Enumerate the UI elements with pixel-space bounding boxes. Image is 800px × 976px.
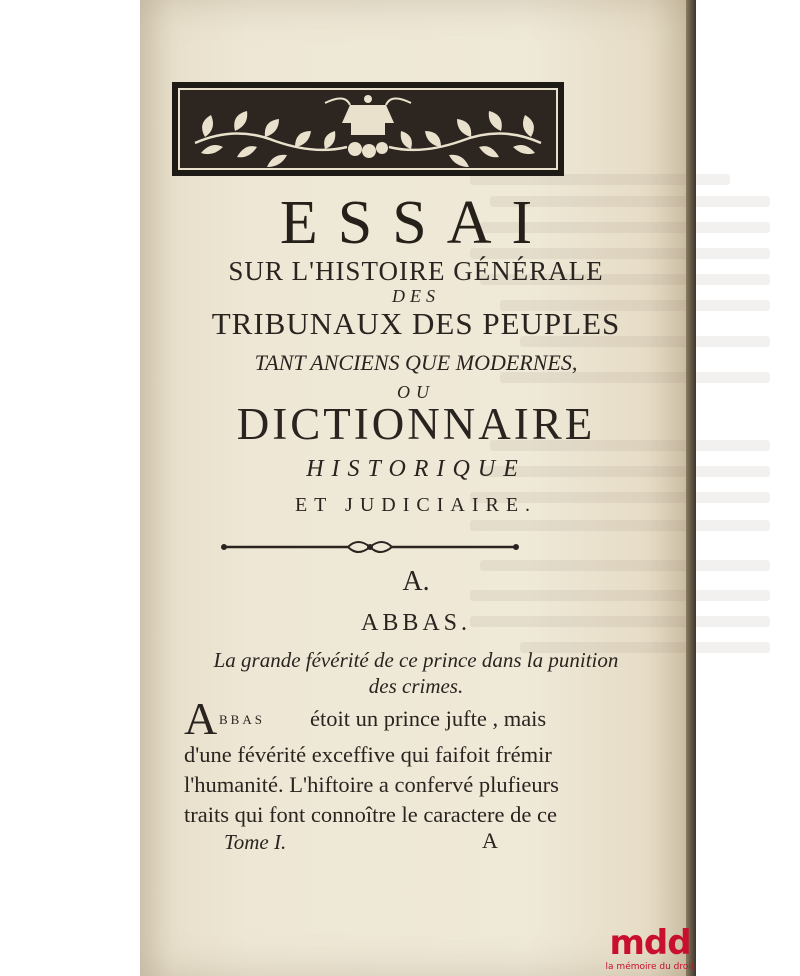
subtitle-judiciaire: ET JUDICIAIRE. — [294, 494, 538, 516]
body-line-3: l'humanité. L'hiftoire a confervé plufieurs — [184, 772, 559, 797]
entry-heading: ABBAS. — [360, 610, 472, 636]
book-gutter — [686, 0, 696, 976]
title-essai: ESSAI — [279, 189, 553, 257]
subtitle-tribunaux: TRIBUNAUX DES PEUPLES — [211, 306, 621, 341]
entry-summary-line-2: des crimes. — [368, 674, 464, 698]
section-letter: A. — [402, 566, 430, 597]
drop-cap: A — [184, 693, 218, 744]
watermark-logo — [606, 924, 694, 974]
entry-summary-line-1: La grande févérité de ce prince dans la punition — [213, 648, 619, 672]
subtitle-ou: OU — [397, 382, 435, 402]
body-line-1: étoit un prince jufte , mais — [310, 706, 547, 731]
lead-small-caps: BBAS — [219, 712, 265, 727]
mdd-logo-icon: mdd — [609, 923, 691, 963]
headpiece-ornament — [172, 82, 564, 176]
body-line-4: traits qui font connoître le caractere de ce — [184, 802, 557, 827]
title-dictionnaire: DICTIONNAIRE — [236, 399, 596, 449]
signature-mark: A — [482, 828, 498, 853]
watermark-tagline: la mémoire du droit — [605, 962, 695, 972]
volume-label: Tome I. — [224, 830, 287, 854]
subtitle-historique: HISTORIQUE — [306, 456, 526, 482]
subtitle-des: DES — [392, 286, 440, 306]
subtitle-tant-anciens: TANT ANCIENS QUE MODERNES, — [254, 350, 578, 375]
subtitle-histoire-generale: SUR L'HISTOIRE GÉNÉRALE — [228, 256, 604, 286]
body-line-2: d'une févérité exceffive qui faifoit frémir — [184, 742, 552, 767]
decorative-rule — [220, 538, 520, 556]
